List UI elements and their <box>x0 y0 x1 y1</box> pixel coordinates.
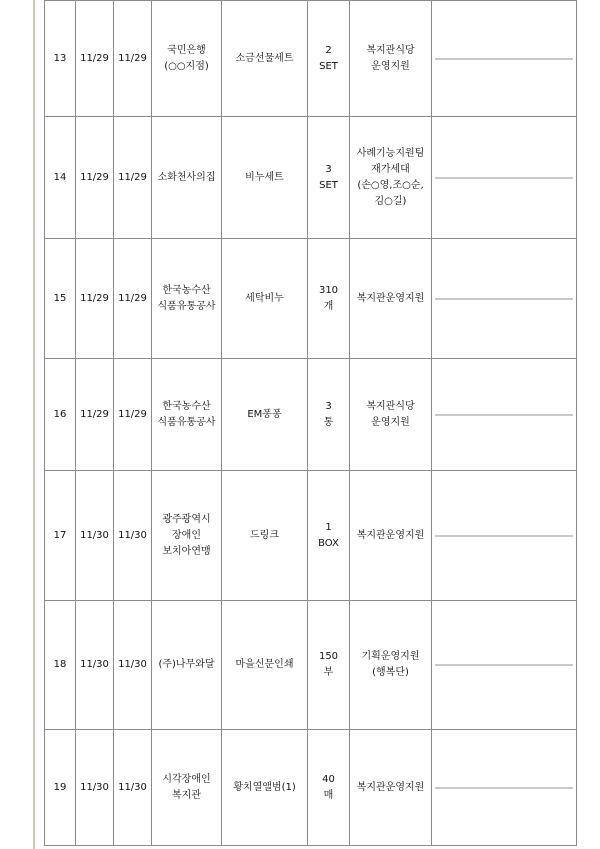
quantity-line: 통 <box>323 416 334 428</box>
table-row <box>45 601 577 730</box>
row-number: 15 <box>45 239 76 359</box>
donor-name-line: (주)나무와달 <box>158 659 215 670</box>
donor-name <box>152 1 222 117</box>
receipt-date: 11/30 <box>76 730 114 846</box>
donation-table <box>44 0 577 846</box>
item-name <box>222 117 308 239</box>
donor-name <box>152 117 222 239</box>
row-number: 17 <box>45 471 76 601</box>
donor-name-line: 국민은행 <box>167 44 206 56</box>
table-row <box>45 471 577 601</box>
usage-line: 사례기능지원팀 <box>356 147 425 159</box>
quantity-line: 40 <box>322 773 335 785</box>
usage-line: 복지관식당 <box>366 400 415 412</box>
quantity-line: 매 <box>323 789 334 801</box>
quantity-line: 개 <box>323 300 334 312</box>
usage-line: (행복단) <box>372 667 409 678</box>
donor-name <box>152 471 222 601</box>
quantity <box>308 239 350 359</box>
item-name <box>222 730 308 846</box>
donor-name <box>152 239 222 359</box>
quantity-line: 부 <box>323 667 334 678</box>
quantity <box>308 117 350 239</box>
quantity-line: 3 <box>325 163 332 175</box>
quantity-line: 3 <box>325 400 332 412</box>
usage-line: (손○영,조○순, <box>357 179 424 191</box>
issue-date: 11/29 <box>114 117 152 239</box>
donor-name-line: 장애인 <box>172 529 201 541</box>
quantity-line: 310 <box>318 284 339 296</box>
quantity <box>308 1 350 117</box>
usage <box>350 359 432 471</box>
issue-date: 11/30 <box>114 601 152 730</box>
item-name-line: EM퐁퐁 <box>247 408 282 420</box>
drink-box-photo <box>435 535 573 537</box>
item-name-line: 세탁비누 <box>245 292 284 304</box>
quantity-line: 150 <box>318 651 339 662</box>
quantity <box>308 601 350 730</box>
donor-name <box>152 601 222 730</box>
donor-name-line: (○○지점) <box>164 60 209 72</box>
usage <box>350 239 432 359</box>
receipt-date: 11/30 <box>76 471 114 601</box>
photo-cell <box>432 1 577 117</box>
photo-cell <box>432 601 577 730</box>
row-number: 14 <box>45 117 76 239</box>
donor-name-line: 한국농수산 <box>162 400 211 412</box>
quantity-line: SET <box>319 179 338 191</box>
receipt-date: 11/29 <box>76 359 114 471</box>
table-row <box>45 359 577 471</box>
donor-name-line: 식품유통공사 <box>157 416 216 428</box>
receipt-date: 11/29 <box>76 239 114 359</box>
donor-name <box>152 359 222 471</box>
usage <box>350 471 432 601</box>
usage <box>350 730 432 846</box>
quantity-line: 2 <box>325 44 332 56</box>
table-row <box>45 239 577 359</box>
quantity-line: BOX <box>318 537 339 549</box>
photo-cell <box>432 239 577 359</box>
receipt-date: 11/29 <box>76 1 114 117</box>
item-name <box>222 471 308 601</box>
page-margin-line <box>33 0 35 849</box>
laundry-soap-photo <box>435 298 573 300</box>
newspaper-stack-photo <box>435 664 573 666</box>
usage-line: 운영지원 <box>371 416 410 428</box>
photo-cell <box>432 471 577 601</box>
usage <box>350 117 432 239</box>
usage-line: 운영지원 <box>371 60 410 72</box>
receipt-date: 11/30 <box>76 601 114 730</box>
item-name-line: 황치열앨범(1) <box>233 781 296 793</box>
table-row <box>45 730 577 846</box>
issue-date: 11/29 <box>114 1 152 117</box>
quantity <box>308 359 350 471</box>
issue-date: 11/30 <box>114 471 152 601</box>
table-row <box>45 117 577 239</box>
item-name <box>222 601 308 730</box>
usage-line: 김○길) <box>374 195 407 207</box>
donor-name-line: 식품유통공사 <box>157 300 216 312</box>
donor-name-line: 시각장애인 <box>162 773 211 785</box>
photo-cell <box>432 117 577 239</box>
donor-name-line: 복지관 <box>172 789 201 801</box>
usage-line: 복지관운영지원 <box>356 292 425 304</box>
usage <box>350 601 432 730</box>
item-name <box>222 239 308 359</box>
usage <box>350 1 432 117</box>
item-name-line: 소금선물세트 <box>235 52 294 64</box>
donor-name-line: 광주광역시 <box>162 513 211 525</box>
row-number: 18 <box>45 601 76 730</box>
row-number: 16 <box>45 359 76 471</box>
item-name-line: 마을신문인쇄 <box>235 659 294 670</box>
photo-cell <box>432 730 577 846</box>
album-box-photo <box>435 787 573 789</box>
item-name <box>222 1 308 117</box>
donor-name-line: 보치아연맹 <box>162 545 211 557</box>
soap-set-photo <box>435 177 573 179</box>
quantity <box>308 471 350 601</box>
item-name <box>222 359 308 471</box>
row-number: 13 <box>45 1 76 117</box>
usage-line: 복지관운영지원 <box>356 529 425 541</box>
quantity-line: 1 <box>325 521 332 533</box>
photo-cell <box>432 359 577 471</box>
row-number: 19 <box>45 730 76 846</box>
detergent-jugs-photo <box>435 414 573 416</box>
donor-name <box>152 730 222 846</box>
donor-name-line: 소화천사의집 <box>157 171 216 183</box>
donor-name-line: 한국농수산 <box>162 284 211 296</box>
usage-line: 기획운영지원 <box>361 651 420 662</box>
item-name-line: 드링크 <box>250 529 279 541</box>
issue-date: 11/29 <box>114 239 152 359</box>
issue-date: 11/30 <box>114 730 152 846</box>
quantity <box>308 730 350 846</box>
table-row <box>45 1 577 117</box>
receipt-date: 11/29 <box>76 117 114 239</box>
quantity-line: SET <box>319 60 338 72</box>
usage-line: 복지관식당 <box>366 44 415 56</box>
issue-date: 11/29 <box>114 359 152 471</box>
item-name-line: 비누세트 <box>245 171 284 183</box>
gift-box-photo <box>435 58 573 60</box>
usage-line: 재가세대 <box>371 163 410 175</box>
usage-line: 복지관운영지원 <box>356 781 425 793</box>
